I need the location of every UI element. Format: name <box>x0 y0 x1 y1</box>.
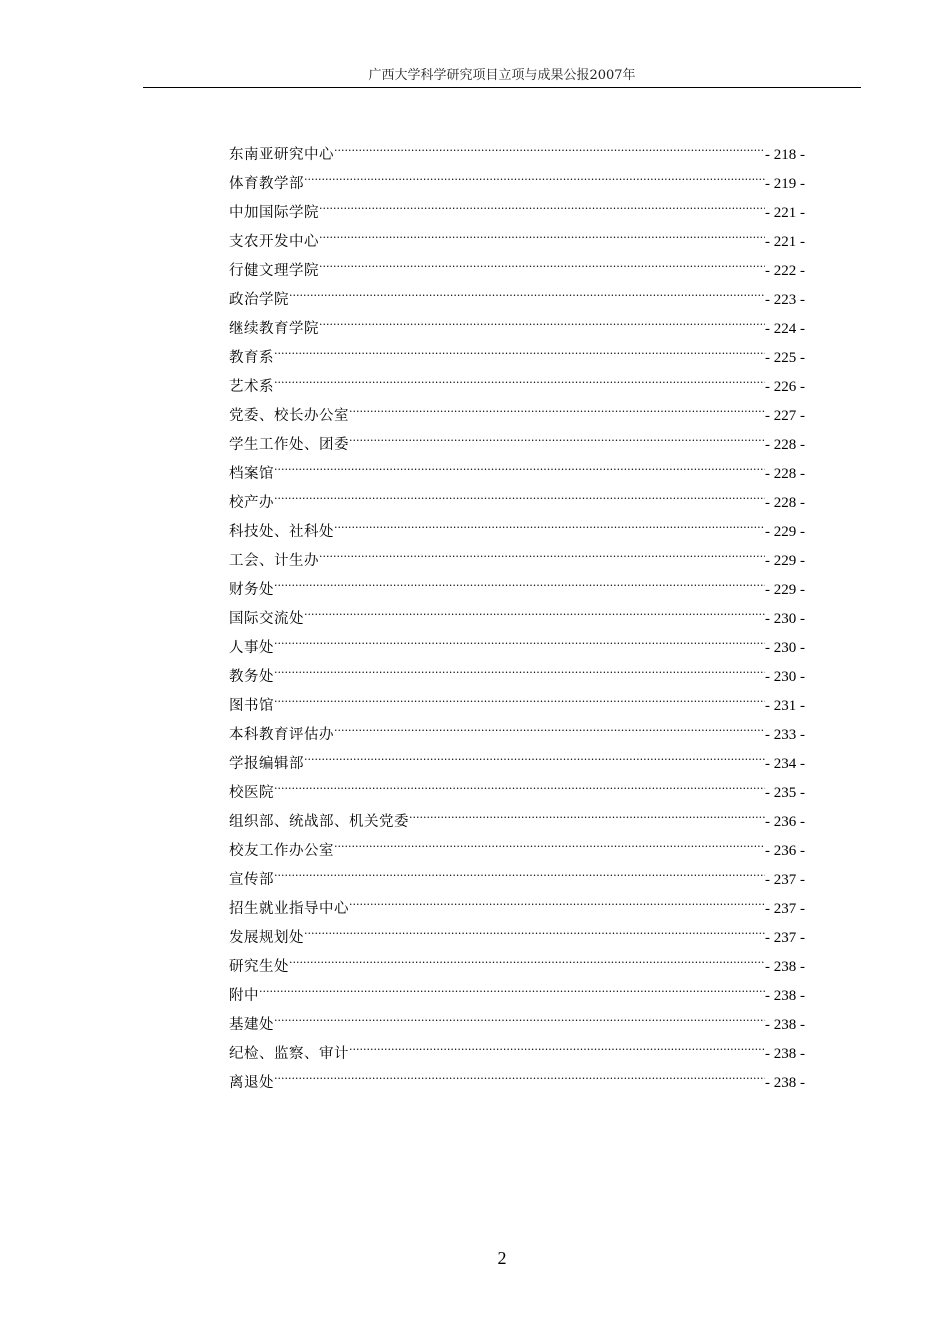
toc-entry[interactable] <box>229 1058 805 1091</box>
toc-entry-label: 东南亚研究中心 <box>229 147 334 163</box>
toc-entry-page: - 237 - <box>765 901 805 917</box>
toc-entry-page: - 234 - <box>765 756 805 772</box>
toc-entry[interactable] <box>229 855 805 888</box>
toc-dot-leader <box>319 217 765 246</box>
toc-entry-page: - 230 - <box>765 669 805 685</box>
toc-dot-leader <box>274 1000 765 1029</box>
toc-entry-label: 宣传部 <box>229 872 274 888</box>
toc-dot-leader <box>274 449 765 478</box>
toc-dot-leader <box>319 188 765 217</box>
toc-entry[interactable] <box>229 333 805 366</box>
toc-entry-page: - 229 - <box>765 582 805 598</box>
toc-entry-label: 组织部、统战部、机关党委 <box>229 814 409 830</box>
toc-dot-leader <box>304 159 765 188</box>
toc-dot-leader <box>334 130 765 159</box>
toc-entry-page: - 230 - <box>765 640 805 656</box>
toc-entry-label: 校友工作办公室 <box>229 843 334 859</box>
toc-dot-leader <box>349 1029 765 1058</box>
toc-entry[interactable] <box>229 710 805 743</box>
toc-entry-page: - 221 - <box>765 205 805 221</box>
toc-entry-label: 档案馆 <box>229 466 274 482</box>
toc-entry-page: - 236 - <box>765 814 805 830</box>
toc-dot-leader <box>334 507 765 536</box>
toc-entry-label: 工会、计生办 <box>229 553 319 569</box>
toc-dot-leader <box>304 913 765 942</box>
toc-entry-page: - 218 - <box>765 147 805 163</box>
toc-entry-label: 人事处 <box>229 640 274 656</box>
toc-entry-page: - 229 - <box>765 524 805 540</box>
toc-dot-leader <box>274 681 765 710</box>
toc-entry[interactable] <box>229 942 805 975</box>
toc-entry[interactable] <box>229 739 805 772</box>
toc-entry-label: 教务处 <box>229 669 274 685</box>
toc-entry-page: - 228 - <box>765 495 805 511</box>
toc-entry-page: - 230 - <box>765 611 805 627</box>
toc-entry-page: - 238 - <box>765 1075 805 1091</box>
toc-entry-page: - 238 - <box>765 988 805 1004</box>
toc-entry-label: 科技处、社科处 <box>229 524 334 540</box>
toc-entry[interactable] <box>229 971 805 1004</box>
toc-dot-leader <box>274 333 765 362</box>
toc-dot-leader <box>334 710 765 739</box>
toc-entry-page: - 238 - <box>765 1017 805 1033</box>
toc-dot-leader <box>349 391 765 420</box>
toc-dot-leader <box>289 942 765 971</box>
toc-entry[interactable] <box>229 797 805 830</box>
toc-entry-label: 体育教学部 <box>229 176 304 192</box>
page-number: 2 <box>497 1248 507 1268</box>
toc-entry-label: 党委、校长办公室 <box>229 408 349 424</box>
toc-entry-label: 图书馆 <box>229 698 274 714</box>
toc-entry-page: - 221 - <box>765 234 805 250</box>
toc-dot-leader <box>319 536 765 565</box>
toc-dot-leader <box>274 1058 765 1087</box>
toc-entry-page: - 228 - <box>765 466 805 482</box>
toc-entry-label: 基建处 <box>229 1017 274 1033</box>
toc-entry-page: - 235 - <box>765 785 805 801</box>
toc-dot-leader <box>274 623 765 652</box>
toc-entry-label: 研究生处 <box>229 959 289 975</box>
toc-entry-label: 继续教育学院 <box>229 321 319 337</box>
toc-entry-page: - 226 - <box>765 379 805 395</box>
toc-entry[interactable] <box>229 768 805 801</box>
toc-entry-label: 学生工作处、团委 <box>229 437 349 453</box>
toc-entry-label: 教育系 <box>229 350 274 366</box>
toc-dot-leader <box>274 478 765 507</box>
toc-entry-label: 招生就业指导中心 <box>229 901 349 917</box>
toc-dot-leader <box>319 304 765 333</box>
toc-entry-label: 附中 <box>229 988 259 1004</box>
toc-dot-leader <box>274 565 765 594</box>
toc-entry[interactable] <box>229 130 805 163</box>
toc-entry-page: - 223 - <box>765 292 805 308</box>
toc-dot-leader <box>274 652 765 681</box>
toc-dot-leader <box>274 362 765 391</box>
toc-entry[interactable] <box>229 362 805 395</box>
toc-entry[interactable] <box>229 1000 805 1033</box>
toc-entry-label: 发展规划处 <box>229 930 304 946</box>
toc-entry-label: 艺术系 <box>229 379 274 395</box>
toc-dot-leader <box>259 971 765 1000</box>
toc-entry-label: 国际交流处 <box>229 611 304 627</box>
toc-entry-page: - 222 - <box>765 263 805 279</box>
toc-entry-label: 校医院 <box>229 785 274 801</box>
toc-dot-leader <box>334 826 765 855</box>
toc-entry[interactable] <box>229 275 805 308</box>
toc-dot-leader <box>349 884 765 913</box>
toc-dot-leader <box>349 420 765 449</box>
toc-entry-label: 本科教育评估办 <box>229 727 334 743</box>
toc-entry-page: - 238 - <box>765 1046 805 1062</box>
toc-entry[interactable] <box>229 623 805 656</box>
toc-entry[interactable] <box>229 1029 805 1062</box>
toc-entry-page: - 225 - <box>765 350 805 366</box>
toc-entry-label: 离退处 <box>229 1075 274 1091</box>
toc-entry[interactable] <box>229 565 805 598</box>
table-of-contents <box>229 130 805 1091</box>
toc-entry[interactable] <box>229 652 805 685</box>
toc-entry[interactable] <box>229 681 805 714</box>
toc-entry-page: - 224 - <box>765 321 805 337</box>
toc-entry-page: - 231 - <box>765 698 805 714</box>
toc-entry-page: - 236 - <box>765 843 805 859</box>
header-rule <box>143 87 861 88</box>
toc-dot-leader <box>304 594 765 623</box>
toc-entry[interactable] <box>229 449 805 482</box>
toc-entry-label: 校产办 <box>229 495 274 511</box>
toc-entry[interactable] <box>229 304 805 337</box>
toc-entry-label: 中加国际学院 <box>229 205 319 221</box>
toc-entry-page: - 229 - <box>765 553 805 569</box>
toc-dot-leader <box>304 739 765 768</box>
toc-entry-page: - 233 - <box>765 727 805 743</box>
toc-entry[interactable] <box>229 913 805 946</box>
toc-entry-label: 政治学院 <box>229 292 289 308</box>
toc-entry-page: - 238 - <box>765 959 805 975</box>
toc-entry[interactable] <box>229 507 805 540</box>
toc-dot-leader <box>274 768 765 797</box>
toc-entry-label: 纪检、监察、审计 <box>229 1046 349 1062</box>
toc-entry-page: - 219 - <box>765 176 805 192</box>
toc-entry-label: 财务处 <box>229 582 274 598</box>
toc-dot-leader <box>274 855 765 884</box>
toc-entry-label: 支农开发中心 <box>229 234 319 250</box>
toc-dot-leader <box>289 275 765 304</box>
toc-entry-label: 行健文理学院 <box>229 263 319 279</box>
page-header-title: 广西大学科学研究项目立项与成果公报2007年 <box>368 68 636 83</box>
toc-entry[interactable] <box>229 478 805 511</box>
toc-entry-page: - 237 - <box>765 872 805 888</box>
toc-entry-page: - 227 - <box>765 408 805 424</box>
toc-entry-label: 学报编辑部 <box>229 756 304 772</box>
toc-entry[interactable] <box>229 188 805 221</box>
toc-entry[interactable] <box>229 884 805 917</box>
toc-entry[interactable] <box>229 594 805 627</box>
toc-dot-leader <box>409 797 765 826</box>
toc-entry[interactable] <box>229 159 805 192</box>
toc-dot-leader <box>319 246 765 275</box>
toc-entry[interactable] <box>229 391 805 424</box>
toc-entry-page: - 228 - <box>765 437 805 453</box>
toc-entry-page: - 237 - <box>765 930 805 946</box>
